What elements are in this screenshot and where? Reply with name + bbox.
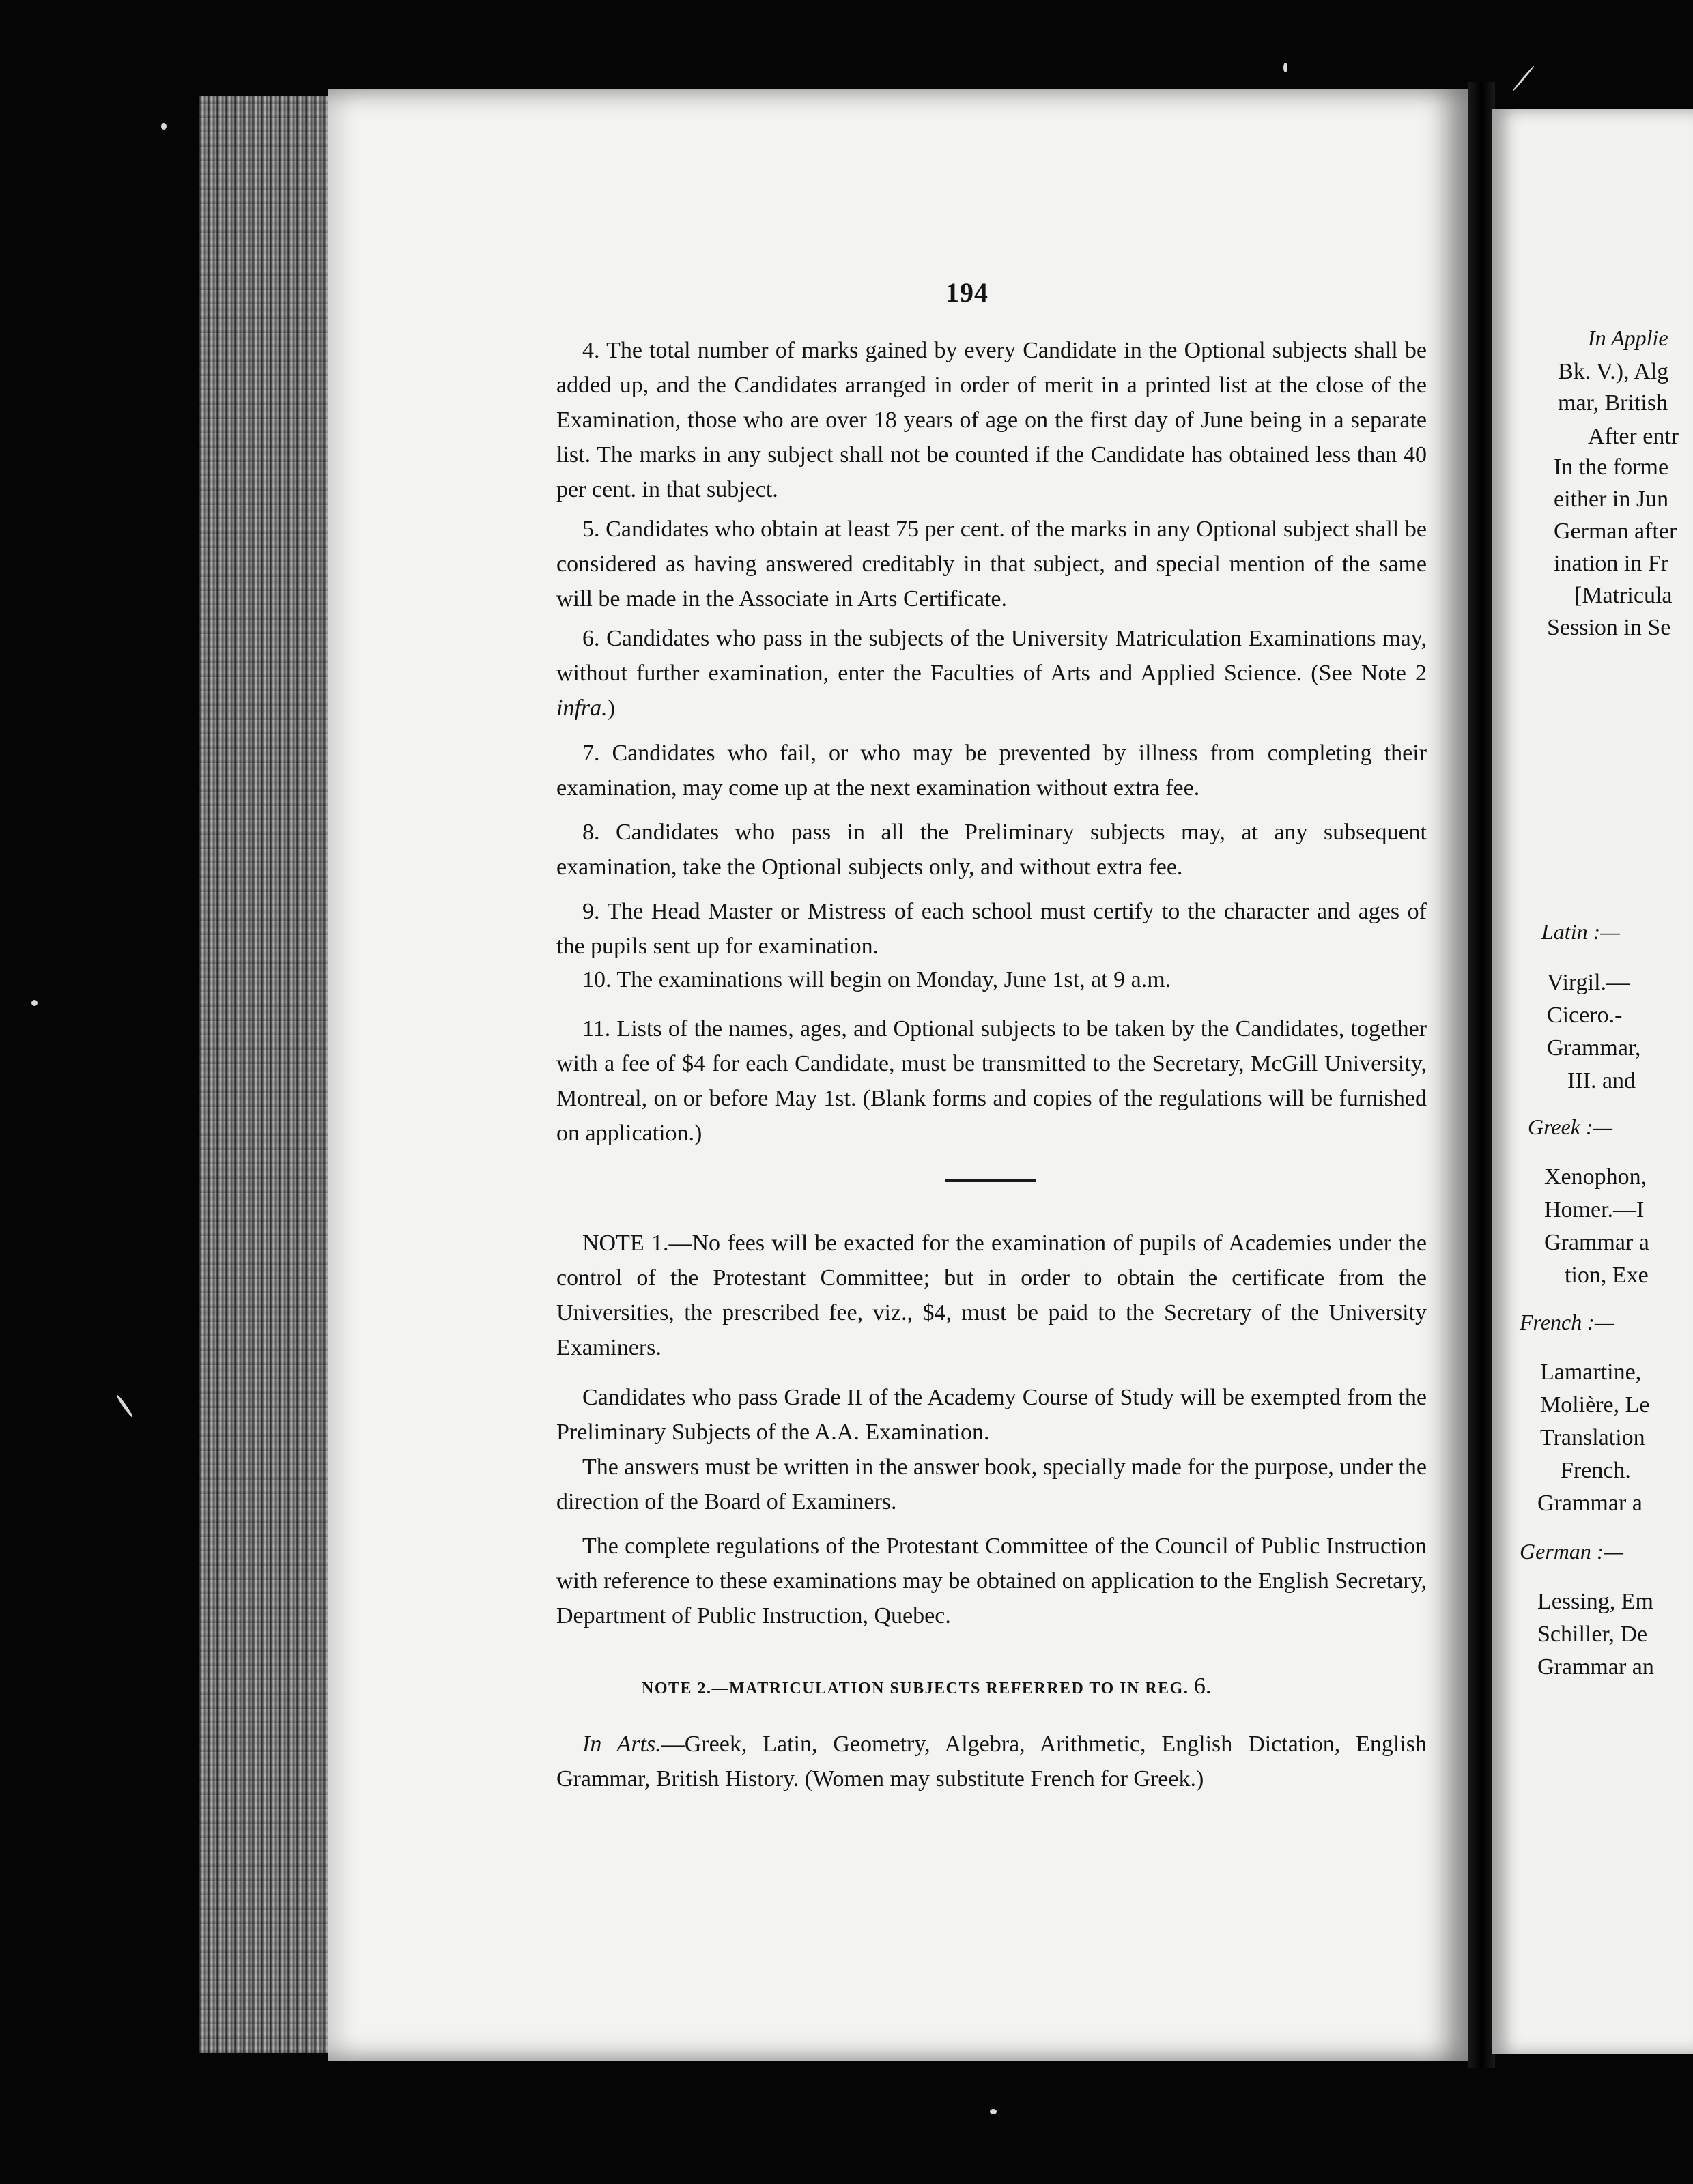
right-line: Grammar a [1537,1491,1642,1516]
right-line: Grammar an [1537,1654,1654,1680]
arts-label: In Arts. [582,1732,661,1757]
book-gutter [1468,82,1495,2068]
right-page [1492,109,1693,2054]
regulation-5: 5. Candidates who obtain at least 75 per cent. of the marks in any Optional subject shall be considered as having answered creditably in that subject, and special mention of the same will be made in the Associate in Arts Certificate. [556,517,1427,612]
section-divider [945,1179,1036,1182]
regulation-11: 11. Lists of the names, ages, and Optional subjects to be taken by the Candidates, together with a fee of $4 for each Candidate, must be transmitted to the Secretary, McGill University, Montreal, on or before May 1st. (Blank forms and copies of the regulations will be furnished on application.) [556,1016,1427,1146]
right-line: Latin :— [1541,919,1620,944]
right-line: [Matricula [1574,583,1673,608]
note-answer-book: The answers must be written in the answer book, specially made for the purpose, under the direction of the Board of Examiners. [556,1454,1427,1514]
right-line: Greek :— [1528,1115,1613,1139]
right-line: Xenophon, [1544,1164,1647,1190]
note-grade-ii: Candidates who pass Grade II of the Academy Course of Study will be exempted from the Preliminary Subjects of the A.A. Examination. [556,1385,1427,1445]
page-number: 194 [945,277,988,308]
right-line: German after [1554,519,1677,544]
right-line: III. and [1567,1068,1636,1093]
regulation-6-text: 6. Candidates who pass in the subjects of the University Matriculation Examinations may, without further examination, enter the Faculties of Arts and Applied Science. (See Note 2 [556,626,1427,686]
dust-speck [1283,63,1287,72]
note-1: NOTE 1.—No fees will be exacted for the examination of pupils of Academies under the control of the Protestant Committee; but in order to obtain the certificate from the Universities, the prescribed fee, viz., $4, must be paid to the Secretary of the University Examiners. [556,1231,1427,1360]
regulation-8: 8. Candidates who pass in all the Preliminary subjects may, at any subsequent examination, take the Optional subjects only, and without extra fee. [556,820,1427,880]
right-line: Lamartine, [1540,1360,1642,1385]
right-line: Grammar a [1544,1230,1649,1255]
note-2-heading-number: 6. [1193,1673,1212,1699]
dust-speck [161,123,167,130]
right-line: Bk. V.), Alg [1558,359,1669,384]
right-line: French :— [1520,1310,1614,1334]
right-line: French. [1561,1458,1631,1483]
right-line: German :— [1520,1539,1623,1564]
regulation-6-italic: infra. [556,695,608,721]
note-2-heading [642,1673,1211,1699]
dust-speck [31,1000,38,1006]
note-2-heading-text: NOTE 2.—MATRICULATION SUBJECTS REFERRED TO IN REG. [642,1680,1189,1697]
right-line: either in Jun [1554,487,1669,512]
right-line: tion, Exe [1565,1263,1649,1288]
regulation-4: 4. The total number of marks gained by every Candidate in the Optional subjects shall be added up, and the Candidates arranged in order of merit in a printed list at the close of the Examination, those who are over 18 years of age on the first day of June being in a separate list. The marks in any subject shall not be counted if the Candidate has obtained less than 40 per cent. in that subject. [556,338,1427,502]
regulation-6-close: ) [607,695,615,721]
right-line: ination in Fr [1554,551,1669,576]
book-page-edges [199,96,336,2053]
right-line: Schiller, De [1537,1622,1648,1647]
dust-speck [1511,65,1535,92]
right-line: Lessing, Em [1537,1589,1653,1614]
regulation-9: 9. The Head Master or Mistress of each school must certify to the character and ages of the pupils sent up for examination. [556,899,1427,959]
right-line: mar, British [1558,390,1668,416]
right-line: In Applie [1588,326,1668,350]
regulation-10: 10. The examinations will begin on Monday, June 1st, at 9 a.m. [582,967,1171,992]
regulation-6 [556,621,1427,725]
right-line: Session in Se [1547,615,1671,640]
right-line: Homer.—I [1544,1197,1645,1222]
right-line: In the forme [1554,455,1669,480]
right-line: Virgil.— [1547,970,1630,995]
dust-speck [115,1394,134,1418]
arts-text: —Greek, Latin, Geometry, Algebra, Arithmetic, English Dictation, English Grammar, British History. (Women may substitute French for Greek.) [556,1732,1427,1792]
right-line: Translation [1540,1425,1645,1450]
note-2-arts [556,1727,1427,1796]
regulation-7: 7. Candidates who fail, or who may be prevented by illness from completing their examination, may come up at the next examination without extra fee. [556,741,1427,801]
right-line: Cicero.- [1547,1003,1623,1028]
right-line: Molière, Le [1540,1392,1650,1418]
right-line: Grammar, [1547,1035,1641,1061]
right-line: After entr [1588,424,1679,449]
note-complete-regulations: The complete regulations of the Protestant Committee of the Council of Public Instruction with reference to these examinations may be obtained on application to the English Secretary, Department of Public Instruction, Quebec. [556,1534,1427,1628]
dust-speck [990,2109,997,2114]
